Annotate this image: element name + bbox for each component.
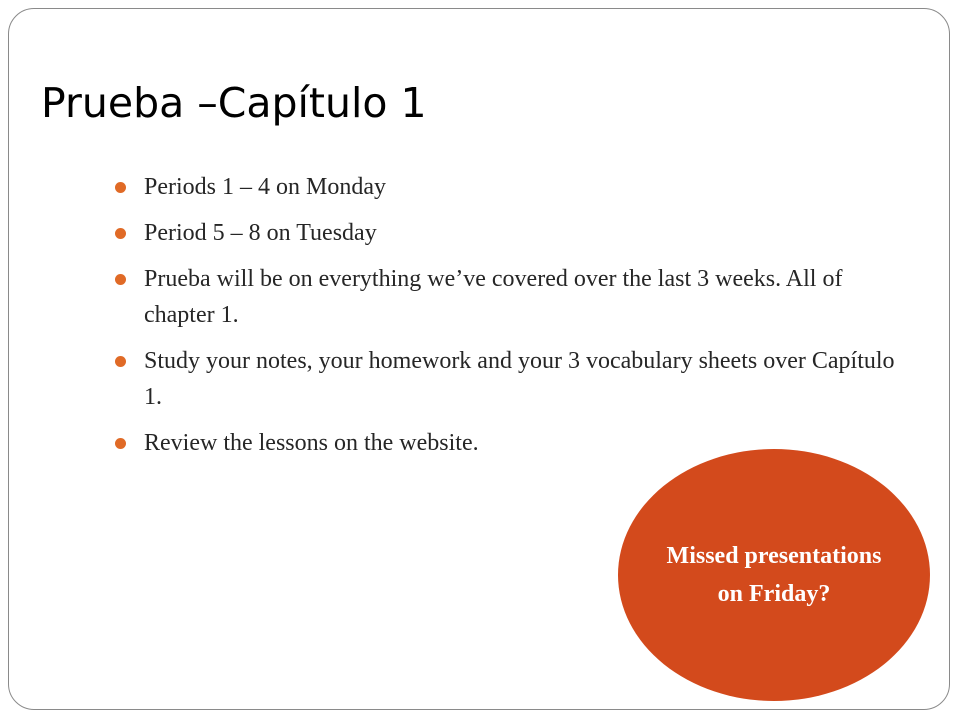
bullet-dot-icon [115,438,126,449]
bullet-list [115,169,895,471]
bullet-text: Periods 1 – 4 on Monday [144,174,386,200]
bullet-dot-icon [115,182,126,193]
bullet-text: Period 5 – 8 on Tuesday [144,220,377,246]
callout-bubble [618,449,930,701]
slide-title: Prueba –Capítulo 1 [41,79,427,127]
bullet-text: Review the lessons on the website. [144,430,479,456]
bullet-dot-icon [115,274,126,285]
bullet-item [115,169,895,205]
bullet-dot-icon [115,228,126,239]
slide-frame [8,8,950,710]
bullet-dot-icon [115,356,126,367]
bullet-text: Prueba will be on everything we’ve covered over the last 3 weeks. All of chapter 1. [144,266,843,328]
bullet-text: Study your notes, your homework and your 3 vocabulary sheets over Capítulo 1. [144,348,895,410]
bullet-item [115,215,895,251]
callout-text: Missed presentations on Friday? [666,543,882,607]
bullet-item [115,261,895,333]
bullet-item [115,343,895,415]
